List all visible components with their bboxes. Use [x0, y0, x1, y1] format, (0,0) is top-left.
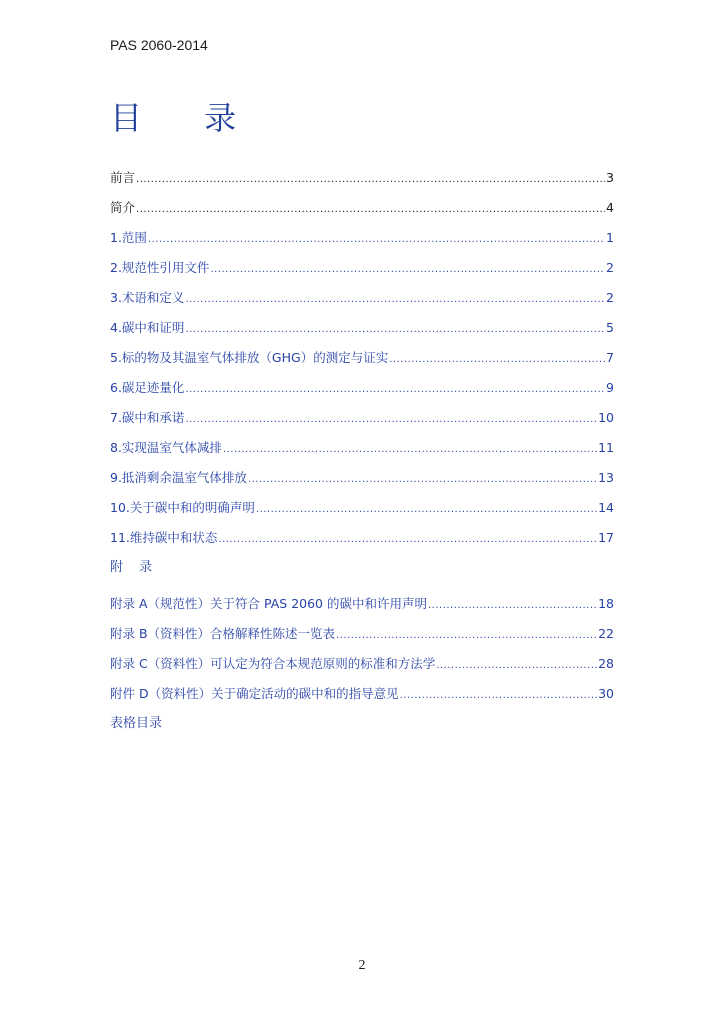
- toc-entry-title: 3.术语和定义: [110, 290, 185, 305]
- toc-entry-page: 10: [598, 410, 614, 425]
- toc-entry-6[interactable]: [110, 378, 614, 408]
- toc-entry-page: 18: [598, 596, 614, 611]
- toc-entry-page: 2: [606, 290, 614, 305]
- toc-leader-dots: [256, 500, 597, 520]
- toc-entry-introduction[interactable]: [110, 198, 614, 228]
- table-of-contents: [110, 168, 614, 744]
- toc-entry-2[interactable]: [110, 258, 614, 288]
- toc-leader-dots: [436, 656, 597, 676]
- toc-entry-9[interactable]: [110, 468, 614, 498]
- toc-entry-page: 1: [606, 230, 614, 245]
- toc-entry-foreword[interactable]: [110, 168, 614, 198]
- toc-leader-dots: [210, 260, 605, 280]
- toc-entry-page: 5: [606, 320, 614, 335]
- toc-leader-dots: [248, 470, 597, 490]
- toc-entry-page: 22: [598, 626, 614, 641]
- toc-entry-page: 7: [606, 350, 614, 365]
- toc-leader-dots: [185, 290, 605, 310]
- toc-entry-page: 4: [606, 200, 614, 215]
- toc-entry-title: 1.范围: [110, 230, 147, 245]
- toc-entry-title: 前言: [110, 170, 136, 185]
- toc-entry-7[interactable]: [110, 408, 614, 438]
- running-header: PAS 2060-2014: [110, 37, 208, 53]
- toc-entry-title: 6.碳足迹量化: [110, 380, 185, 395]
- toc-entry-3[interactable]: [110, 288, 614, 318]
- toc-entry-1[interactable]: [110, 228, 614, 258]
- toc-leader-dots: [223, 440, 597, 460]
- toc-entry-appendix-c[interactable]: [110, 654, 614, 684]
- toc-entry-page: 13: [598, 470, 614, 485]
- toc-entry-page: 14: [598, 500, 614, 515]
- toc-entry-title: 10.关于碳中和的明确声明: [110, 500, 255, 515]
- toc-entry-title: 8.实现温室气体减排: [110, 440, 222, 455]
- toc-entry-title: 5.标的物及其温室气体排放（GHG）的测定与证实: [110, 350, 389, 365]
- toc-entry-title: 附件 D（资料性）关于确定活动的碳中和的指导意见: [110, 686, 399, 701]
- toc-entry-page: 30: [598, 686, 614, 701]
- toc-entry-page: 2: [606, 260, 614, 275]
- toc-entry-page: 28: [598, 656, 614, 671]
- toc-leader-dots: [136, 170, 605, 190]
- toc-entry-4[interactable]: [110, 318, 614, 348]
- toc-entry-title: 9.抵消剩余温室气体排放: [110, 470, 247, 485]
- toc-entry-page: 11: [598, 440, 614, 455]
- toc-entry-page: 17: [598, 530, 614, 545]
- toc-leader-dots: [428, 596, 597, 616]
- toc-leader-dots: [400, 686, 597, 706]
- toc-leader-dots: [148, 230, 605, 250]
- toc-entry-appendix-b[interactable]: [110, 624, 614, 654]
- toc-entry-title: 2.规范性引用文件: [110, 260, 210, 275]
- toc-leader-dots: [185, 320, 605, 340]
- toc-entry-title: 附录 C（资料性）可认定为符合本规范原则的标准和方法学: [110, 656, 436, 671]
- toc-entry-5[interactable]: [110, 348, 614, 378]
- toc-entry-page: 3: [606, 170, 614, 185]
- toc-entry-8[interactable]: [110, 438, 614, 468]
- page-number: 2: [358, 958, 366, 973]
- toc-entry-title: 附录 B（资料性）合格解释性陈述一览表: [110, 626, 336, 641]
- toc-entry-11[interactable]: [110, 528, 614, 558]
- toc-entry-10[interactable]: [110, 498, 614, 528]
- toc-entry-title: 简介: [110, 200, 136, 215]
- toc-entry-appendix-d[interactable]: [110, 684, 614, 714]
- toc-leader-dots: [389, 350, 605, 370]
- toc-entry-title: 4.碳中和证明: [110, 320, 185, 335]
- toc-entry-title: 7.碳中和承诺: [110, 410, 185, 425]
- toc-leader-dots: [136, 200, 605, 220]
- toc-leader-dots: [185, 380, 605, 400]
- page-title: 目 录: [110, 99, 263, 137]
- appendix-heading: 附 录: [110, 560, 159, 575]
- toc-leader-dots: [185, 410, 597, 430]
- toc-entry-page: 9: [606, 380, 614, 395]
- toc-entry-appendix-a[interactable]: [110, 594, 614, 624]
- toc-leader-dots: [336, 626, 597, 646]
- toc-entry-title: 附录 A（规范性）关于符合 PAS 2060 的碳中和许用声明: [110, 596, 427, 611]
- toc-entry-title: 11.维持碳中和状态: [110, 530, 218, 545]
- list-of-tables-heading[interactable]: 表格目录: [110, 716, 163, 731]
- toc-leader-dots: [218, 530, 597, 550]
